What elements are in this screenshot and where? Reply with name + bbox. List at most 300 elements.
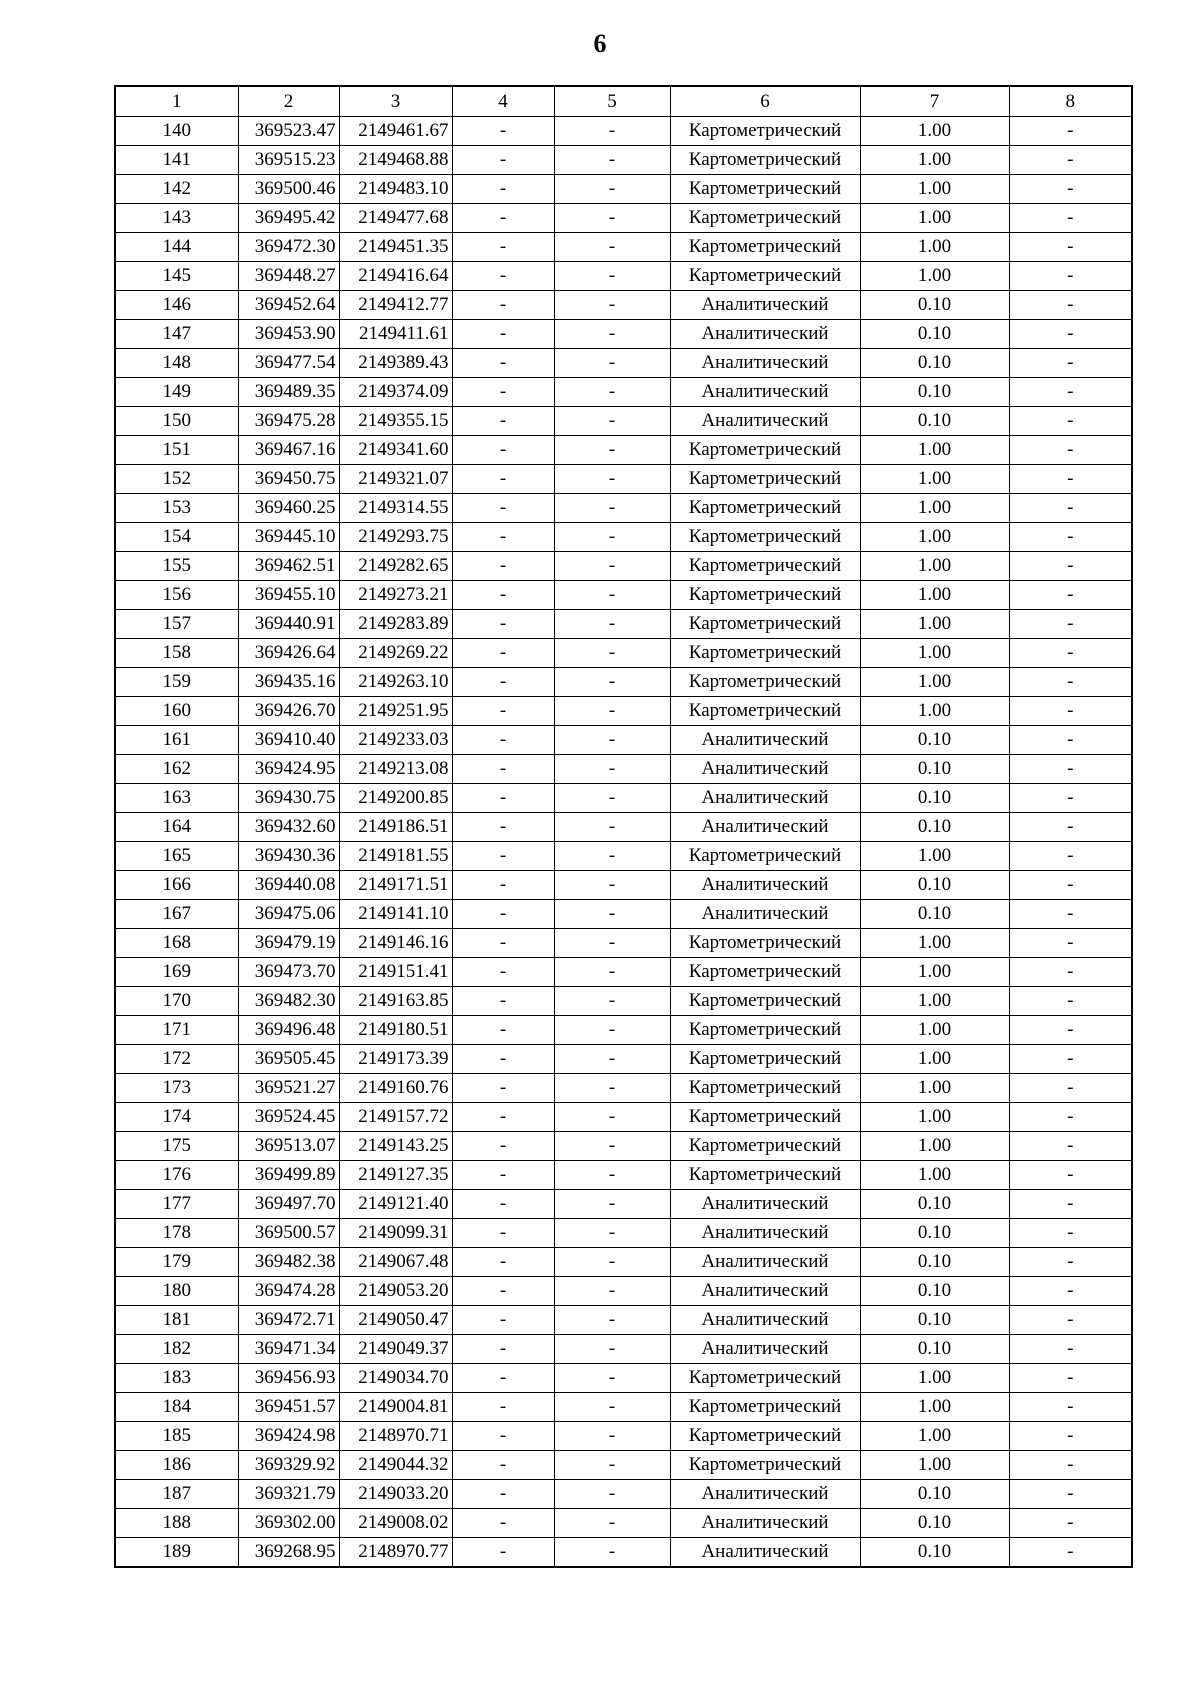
accuracy-cell: 1.00	[860, 204, 1009, 233]
table-row	[115, 1364, 1132, 1393]
table-row	[115, 523, 1132, 552]
col8-cell: -	[1009, 1364, 1132, 1393]
y-coordinate-cell: 2149163.85	[339, 987, 452, 1016]
x-coordinate-cell: 369329.92	[238, 1451, 339, 1480]
point-number-cell: 162	[115, 755, 238, 784]
column-header: 6	[670, 86, 860, 117]
x-coordinate-cell: 369424.95	[238, 755, 339, 784]
point-number-cell: 168	[115, 929, 238, 958]
point-number-cell: 156	[115, 581, 238, 610]
point-number-cell: 188	[115, 1509, 238, 1538]
accuracy-cell: 1.00	[860, 581, 1009, 610]
point-number-cell: 179	[115, 1248, 238, 1277]
table-row	[115, 1422, 1132, 1451]
x-coordinate-cell: 369479.19	[238, 929, 339, 958]
accuracy-cell: 1.00	[860, 697, 1009, 726]
table-row	[115, 1277, 1132, 1306]
y-coordinate-cell: 2149355.15	[339, 407, 452, 436]
x-coordinate-cell: 369497.70	[238, 1190, 339, 1219]
col8-cell: -	[1009, 1509, 1132, 1538]
col4-cell: -	[452, 175, 554, 204]
column-header: 7	[860, 86, 1009, 117]
table-row	[115, 552, 1132, 581]
column-header: 3	[339, 86, 452, 117]
accuracy-cell: 1.00	[860, 465, 1009, 494]
col8-cell: -	[1009, 987, 1132, 1016]
x-coordinate-cell: 369435.16	[238, 668, 339, 697]
accuracy-cell: 1.00	[860, 639, 1009, 668]
point-number-cell: 151	[115, 436, 238, 465]
table-row	[115, 784, 1132, 813]
y-coordinate-cell: 2149269.22	[339, 639, 452, 668]
col8-cell: -	[1009, 1045, 1132, 1074]
y-coordinate-cell: 2149468.88	[339, 146, 452, 175]
table-row	[115, 639, 1132, 668]
point-number-cell: 161	[115, 726, 238, 755]
y-coordinate-cell: 2149451.35	[339, 233, 452, 262]
col4-cell: -	[452, 958, 554, 987]
method-cell: Аналитический	[670, 784, 860, 813]
col8-cell: -	[1009, 1219, 1132, 1248]
col5-cell: -	[554, 1045, 670, 1074]
x-coordinate-cell: 369499.89	[238, 1161, 339, 1190]
table-row	[115, 465, 1132, 494]
y-coordinate-cell: 2149416.64	[339, 262, 452, 291]
col4-cell: -	[452, 465, 554, 494]
point-number-cell: 153	[115, 494, 238, 523]
table-row	[115, 668, 1132, 697]
point-number-cell: 150	[115, 407, 238, 436]
y-coordinate-cell: 2149008.02	[339, 1509, 452, 1538]
y-coordinate-cell: 2149251.95	[339, 697, 452, 726]
col8-cell: -	[1009, 523, 1132, 552]
x-coordinate-cell: 369424.98	[238, 1422, 339, 1451]
col5-cell: -	[554, 929, 670, 958]
y-coordinate-cell: 2149483.10	[339, 175, 452, 204]
y-coordinate-cell: 2149099.31	[339, 1219, 452, 1248]
col8-cell: -	[1009, 900, 1132, 929]
point-number-cell: 142	[115, 175, 238, 204]
col4-cell: -	[452, 320, 554, 349]
col4-cell: -	[452, 1016, 554, 1045]
x-coordinate-cell: 369500.57	[238, 1219, 339, 1248]
col5-cell: -	[554, 871, 670, 900]
method-cell: Картометрический	[670, 697, 860, 726]
point-number-cell: 158	[115, 639, 238, 668]
col5-cell: -	[554, 349, 670, 378]
y-coordinate-cell: 2149412.77	[339, 291, 452, 320]
col8-cell: -	[1009, 436, 1132, 465]
col4-cell: -	[452, 784, 554, 813]
col4-cell: -	[452, 552, 554, 581]
method-cell: Картометрический	[670, 436, 860, 465]
accuracy-cell: 0.10	[860, 1219, 1009, 1248]
col8-cell: -	[1009, 1538, 1132, 1568]
method-cell: Картометрический	[670, 552, 860, 581]
x-coordinate-cell: 369472.71	[238, 1306, 339, 1335]
y-coordinate-cell: 2149146.16	[339, 929, 452, 958]
x-coordinate-cell: 369515.23	[238, 146, 339, 175]
x-coordinate-cell: 369495.42	[238, 204, 339, 233]
table-row	[115, 320, 1132, 349]
point-number-cell: 181	[115, 1306, 238, 1335]
point-number-cell: 143	[115, 204, 238, 233]
method-cell: Аналитический	[670, 407, 860, 436]
accuracy-cell: 0.10	[860, 1277, 1009, 1306]
table-row	[115, 958, 1132, 987]
col4-cell: -	[452, 1364, 554, 1393]
x-coordinate-cell: 369500.46	[238, 175, 339, 204]
point-number-cell: 189	[115, 1538, 238, 1568]
col5-cell: -	[554, 523, 670, 552]
y-coordinate-cell: 2149282.65	[339, 552, 452, 581]
y-coordinate-cell: 2149033.20	[339, 1480, 452, 1509]
table-row	[115, 581, 1132, 610]
accuracy-cell: 0.10	[860, 900, 1009, 929]
accuracy-cell: 0.10	[860, 784, 1009, 813]
col4-cell: -	[452, 349, 554, 378]
col8-cell: -	[1009, 1161, 1132, 1190]
method-cell: Картометрический	[670, 494, 860, 523]
method-cell: Аналитический	[670, 349, 860, 378]
col5-cell: -	[554, 233, 670, 262]
table-header-row	[115, 86, 1132, 117]
col5-cell: -	[554, 639, 670, 668]
method-cell: Картометрический	[670, 1364, 860, 1393]
method-cell: Картометрический	[670, 581, 860, 610]
accuracy-cell: 0.10	[860, 1306, 1009, 1335]
table-row	[115, 1074, 1132, 1103]
y-coordinate-cell: 2149213.08	[339, 755, 452, 784]
point-number-cell: 165	[115, 842, 238, 871]
col5-cell: -	[554, 1277, 670, 1306]
point-number-cell: 177	[115, 1190, 238, 1219]
table-row	[115, 813, 1132, 842]
table-row	[115, 291, 1132, 320]
x-coordinate-cell: 369450.75	[238, 465, 339, 494]
point-number-cell: 183	[115, 1364, 238, 1393]
col4-cell: -	[452, 291, 554, 320]
col5-cell: -	[554, 465, 670, 494]
method-cell: Картометрический	[670, 465, 860, 494]
point-number-cell: 182	[115, 1335, 238, 1364]
accuracy-cell: 0.10	[860, 378, 1009, 407]
accuracy-cell: 0.10	[860, 349, 1009, 378]
x-coordinate-cell: 369445.10	[238, 523, 339, 552]
method-cell: Аналитический	[670, 1335, 860, 1364]
column-header: 1	[115, 86, 238, 117]
y-coordinate-cell: 2149151.41	[339, 958, 452, 987]
col5-cell: -	[554, 581, 670, 610]
y-coordinate-cell: 2149293.75	[339, 523, 452, 552]
x-coordinate-cell: 369473.70	[238, 958, 339, 987]
table-row	[115, 175, 1132, 204]
col8-cell: -	[1009, 1480, 1132, 1509]
col4-cell: -	[452, 204, 554, 233]
table-row	[115, 1451, 1132, 1480]
y-coordinate-cell: 2149477.68	[339, 204, 452, 233]
col4-cell: -	[452, 1190, 554, 1219]
col5-cell: -	[554, 1480, 670, 1509]
accuracy-cell: 0.10	[860, 1509, 1009, 1538]
point-number-cell: 180	[115, 1277, 238, 1306]
col4-cell: -	[452, 262, 554, 291]
accuracy-cell: 1.00	[860, 610, 1009, 639]
y-coordinate-cell: 2149143.25	[339, 1132, 452, 1161]
col8-cell: -	[1009, 1306, 1132, 1335]
table-row	[115, 262, 1132, 291]
y-coordinate-cell: 2149186.51	[339, 813, 452, 842]
col5-cell: -	[554, 175, 670, 204]
x-coordinate-cell: 369513.07	[238, 1132, 339, 1161]
col8-cell: -	[1009, 929, 1132, 958]
x-coordinate-cell: 369456.93	[238, 1364, 339, 1393]
y-coordinate-cell: 2149341.60	[339, 436, 452, 465]
point-number-cell: 169	[115, 958, 238, 987]
accuracy-cell: 1.00	[860, 436, 1009, 465]
accuracy-cell: 1.00	[860, 1161, 1009, 1190]
col8-cell: -	[1009, 639, 1132, 668]
point-number-cell: 184	[115, 1393, 238, 1422]
col4-cell: -	[452, 378, 554, 407]
table-row	[115, 407, 1132, 436]
col8-cell: -	[1009, 378, 1132, 407]
method-cell: Картометрический	[670, 929, 860, 958]
y-coordinate-cell: 2148970.77	[339, 1538, 452, 1568]
method-cell: Картометрический	[670, 987, 860, 1016]
point-number-cell: 140	[115, 117, 238, 146]
col5-cell: -	[554, 320, 670, 349]
col4-cell: -	[452, 1074, 554, 1103]
accuracy-cell: 0.10	[860, 1190, 1009, 1219]
col4-cell: -	[452, 668, 554, 697]
x-coordinate-cell: 369472.30	[238, 233, 339, 262]
x-coordinate-cell: 369453.90	[238, 320, 339, 349]
table-row	[115, 378, 1132, 407]
col5-cell: -	[554, 1335, 670, 1364]
method-cell: Картометрический	[670, 668, 860, 697]
y-coordinate-cell: 2149200.85	[339, 784, 452, 813]
col5-cell: -	[554, 987, 670, 1016]
point-number-cell: 149	[115, 378, 238, 407]
x-coordinate-cell: 369471.34	[238, 1335, 339, 1364]
method-cell: Аналитический	[670, 320, 860, 349]
method-cell: Картометрический	[670, 1016, 860, 1045]
col4-cell: -	[452, 1045, 554, 1074]
table-row	[115, 726, 1132, 755]
y-coordinate-cell: 2149173.39	[339, 1045, 452, 1074]
point-number-cell: 152	[115, 465, 238, 494]
col5-cell: -	[554, 117, 670, 146]
method-cell: Аналитический	[670, 378, 860, 407]
point-number-cell: 167	[115, 900, 238, 929]
method-cell: Аналитический	[670, 1480, 860, 1509]
col5-cell: -	[554, 668, 670, 697]
accuracy-cell: 1.00	[860, 1451, 1009, 1480]
point-number-cell: 175	[115, 1132, 238, 1161]
col5-cell: -	[554, 610, 670, 639]
accuracy-cell: 0.10	[860, 1480, 1009, 1509]
col5-cell: -	[554, 755, 670, 784]
col8-cell: -	[1009, 1016, 1132, 1045]
y-coordinate-cell: 2149411.61	[339, 320, 452, 349]
point-number-cell: 186	[115, 1451, 238, 1480]
method-cell: Аналитический	[670, 813, 860, 842]
accuracy-cell: 1.00	[860, 117, 1009, 146]
accuracy-cell: 1.00	[860, 1016, 1009, 1045]
method-cell: Картометрический	[670, 146, 860, 175]
y-coordinate-cell: 2149121.40	[339, 1190, 452, 1219]
col5-cell: -	[554, 1016, 670, 1045]
col5-cell: -	[554, 958, 670, 987]
point-number-cell: 166	[115, 871, 238, 900]
col5-cell: -	[554, 1451, 670, 1480]
accuracy-cell: 0.10	[860, 1538, 1009, 1568]
x-coordinate-cell: 369455.10	[238, 581, 339, 610]
col4-cell: -	[452, 1480, 554, 1509]
y-coordinate-cell: 2149050.47	[339, 1306, 452, 1335]
table-row	[115, 146, 1132, 175]
accuracy-cell: 1.00	[860, 929, 1009, 958]
y-coordinate-cell: 2149034.70	[339, 1364, 452, 1393]
col4-cell: -	[452, 813, 554, 842]
method-cell: Аналитический	[670, 871, 860, 900]
accuracy-cell: 0.10	[860, 320, 1009, 349]
col8-cell: -	[1009, 668, 1132, 697]
col8-cell: -	[1009, 1132, 1132, 1161]
col4-cell: -	[452, 1538, 554, 1568]
accuracy-cell: 1.00	[860, 1132, 1009, 1161]
y-coordinate-cell: 2149160.76	[339, 1074, 452, 1103]
table-row	[115, 494, 1132, 523]
col5-cell: -	[554, 697, 670, 726]
point-number-cell: 173	[115, 1074, 238, 1103]
col8-cell: -	[1009, 1103, 1132, 1132]
x-coordinate-cell: 369268.95	[238, 1538, 339, 1568]
table-row	[115, 1045, 1132, 1074]
method-cell: Аналитический	[670, 1277, 860, 1306]
accuracy-cell: 1.00	[860, 958, 1009, 987]
col8-cell: -	[1009, 1451, 1132, 1480]
accuracy-cell: 1.00	[860, 668, 1009, 697]
col4-cell: -	[452, 581, 554, 610]
x-coordinate-cell: 369521.27	[238, 1074, 339, 1103]
x-coordinate-cell: 369505.45	[238, 1045, 339, 1074]
x-coordinate-cell: 369432.60	[238, 813, 339, 842]
method-cell: Картометрический	[670, 1393, 860, 1422]
table-row	[115, 1190, 1132, 1219]
col5-cell: -	[554, 436, 670, 465]
method-cell: Аналитический	[670, 755, 860, 784]
point-number-cell: 171	[115, 1016, 238, 1045]
col5-cell: -	[554, 1190, 670, 1219]
y-coordinate-cell: 2149044.32	[339, 1451, 452, 1480]
x-coordinate-cell: 369410.40	[238, 726, 339, 755]
table-row	[115, 1161, 1132, 1190]
col8-cell: -	[1009, 320, 1132, 349]
method-cell: Картометрический	[670, 1103, 860, 1132]
x-coordinate-cell: 369451.57	[238, 1393, 339, 1422]
table-row	[115, 349, 1132, 378]
col8-cell: -	[1009, 726, 1132, 755]
column-header: 5	[554, 86, 670, 117]
page-number: 6	[593, 29, 607, 58]
col8-cell: -	[1009, 146, 1132, 175]
col4-cell: -	[452, 117, 554, 146]
col8-cell: -	[1009, 1074, 1132, 1103]
method-cell: Картометрический	[670, 262, 860, 291]
y-coordinate-cell: 2149389.43	[339, 349, 452, 378]
accuracy-cell: 1.00	[860, 987, 1009, 1016]
accuracy-cell: 1.00	[860, 146, 1009, 175]
table-row	[115, 610, 1132, 639]
table-row	[115, 233, 1132, 262]
point-number-cell: 141	[115, 146, 238, 175]
method-cell: Картометрический	[670, 523, 860, 552]
x-coordinate-cell: 369524.45	[238, 1103, 339, 1132]
col5-cell: -	[554, 204, 670, 233]
y-coordinate-cell: 2149263.10	[339, 668, 452, 697]
point-number-cell: 178	[115, 1219, 238, 1248]
method-cell: Картометрический	[670, 1045, 860, 1074]
point-number-cell: 144	[115, 233, 238, 262]
accuracy-cell: 1.00	[860, 494, 1009, 523]
col8-cell: -	[1009, 262, 1132, 291]
table-row	[115, 697, 1132, 726]
col5-cell: -	[554, 407, 670, 436]
coordinates-table	[114, 85, 1133, 1568]
accuracy-cell: 1.00	[860, 262, 1009, 291]
col8-cell: -	[1009, 871, 1132, 900]
method-cell: Картометрический	[670, 639, 860, 668]
x-coordinate-cell: 369489.35	[238, 378, 339, 407]
method-cell: Аналитический	[670, 1306, 860, 1335]
col4-cell: -	[452, 1422, 554, 1451]
y-coordinate-cell: 2148970.71	[339, 1422, 452, 1451]
accuracy-cell: 0.10	[860, 1248, 1009, 1277]
x-coordinate-cell: 369460.25	[238, 494, 339, 523]
method-cell: Картометрический	[670, 204, 860, 233]
col5-cell: -	[554, 1306, 670, 1335]
col4-cell: -	[452, 929, 554, 958]
table-row	[115, 900, 1132, 929]
col4-cell: -	[452, 146, 554, 175]
method-cell: Картометрический	[670, 175, 860, 204]
accuracy-cell: 1.00	[860, 552, 1009, 581]
col5-cell: -	[554, 378, 670, 407]
point-number-cell: 155	[115, 552, 238, 581]
x-coordinate-cell: 369448.27	[238, 262, 339, 291]
y-coordinate-cell: 2149461.67	[339, 117, 452, 146]
method-cell: Картометрический	[670, 610, 860, 639]
col5-cell: -	[554, 552, 670, 581]
x-coordinate-cell: 369430.36	[238, 842, 339, 871]
column-header: 4	[452, 86, 554, 117]
col8-cell: -	[1009, 1277, 1132, 1306]
col4-cell: -	[452, 1248, 554, 1277]
col4-cell: -	[452, 436, 554, 465]
col5-cell: -	[554, 1248, 670, 1277]
col4-cell: -	[452, 233, 554, 262]
y-coordinate-cell: 2149067.48	[339, 1248, 452, 1277]
accuracy-cell: 0.10	[860, 871, 1009, 900]
col8-cell: -	[1009, 1248, 1132, 1277]
column-header: 8	[1009, 86, 1132, 117]
table-row	[115, 1219, 1132, 1248]
method-cell: Аналитический	[670, 726, 860, 755]
accuracy-cell: 1.00	[860, 1393, 1009, 1422]
y-coordinate-cell: 2149127.35	[339, 1161, 452, 1190]
